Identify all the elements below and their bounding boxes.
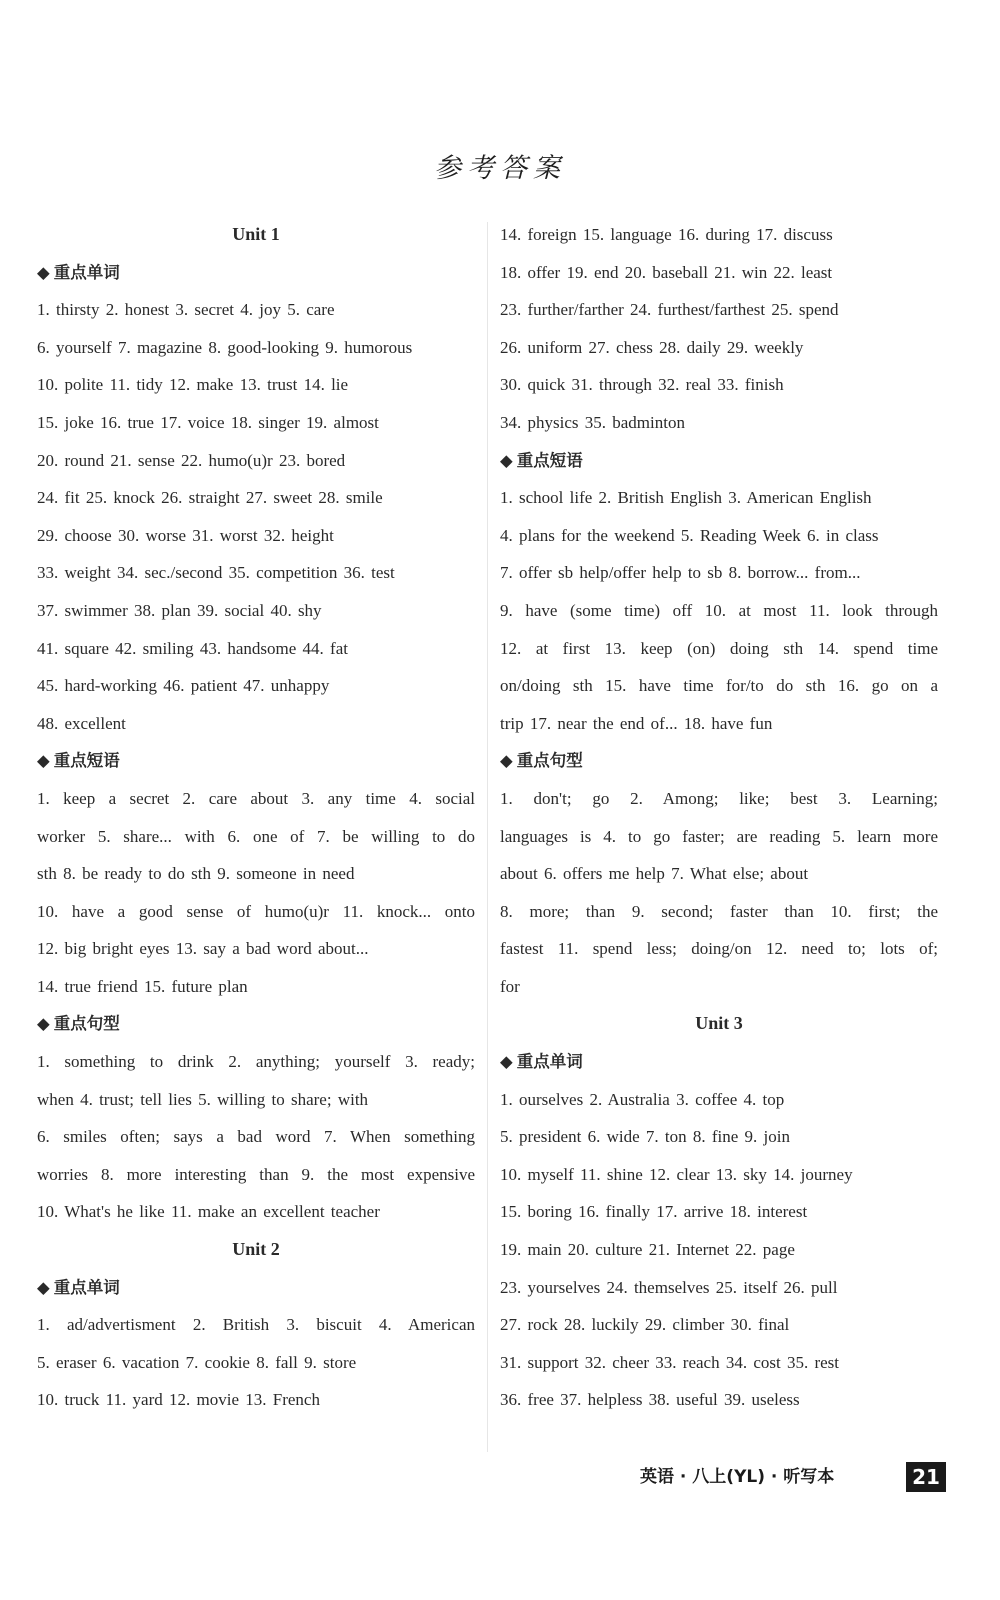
section-heading-label: 重点单词: [53, 1277, 120, 1297]
answer-line: fastest 11. spend less; doing/on 12. need to; lots of;: [500, 939, 938, 959]
section-heading: [500, 1043, 938, 1081]
answer-line: 23. yourselves 24. themselves 25. itself 26. pull: [500, 1277, 838, 1297]
diamond-bullet-icon: ◆: [37, 1277, 50, 1297]
unit-heading: Unit 2: [232, 1239, 280, 1260]
answer-line: 14. foreign 15. language 16. during 17. discuss: [500, 225, 833, 244]
answer-line: 1. something to drink 2. anything; yourself 3. ready;: [37, 1052, 475, 1072]
diamond-bullet-icon: ◆: [37, 1014, 50, 1034]
answer-line: about 6. offers me help 7. What else; about: [500, 864, 809, 884]
answer-line: 1. thirsty 2. honest 3. secret 4. joy 5. care: [37, 300, 335, 320]
answer-line: 34. physics 35. badminton: [500, 412, 685, 432]
answer-line: 12. big bright eyes 13. say a bad word about...: [37, 939, 369, 959]
column-divider: [487, 222, 488, 1452]
footer-label: 英语 · 八上(YL) · 听写本: [640, 1467, 835, 1487]
diamond-bullet-icon: ◆: [37, 262, 50, 282]
answer-line: 18. offer 19. end 20. baseball 21. win 22. least: [500, 262, 833, 282]
diamond-bullet-icon: ◆: [37, 751, 50, 771]
answer-line: 29. choose 30. worse 31. worst 32. height: [37, 525, 334, 545]
answer-line: 10. truck 11. yard 12. movie 13. French: [37, 1390, 320, 1410]
answer-line: 6. smiles often; says a bad word 7. When something: [37, 1127, 475, 1147]
answer-line: 9. have (some time) off 10. at most 11. look through: [500, 600, 938, 620]
section-heading-label: 重点单词: [516, 1052, 583, 1072]
unit-heading: Unit 1: [232, 224, 280, 244]
answer-line: 41. square 42. smiling 43. handsome 44. fat: [37, 638, 348, 658]
page-number: 21: [906, 1462, 946, 1492]
answer-line: 36. free 37. helpless 38. useful 39. useless: [500, 1390, 800, 1410]
answer-line: when 4. trust; tell lies 5. willing to share; with: [37, 1089, 369, 1109]
answer-line: 1. ad/advertisment 2. British 3. biscuit 4. American: [37, 1315, 475, 1335]
answer-line: 33. weight 34. sec./second 35. competition 36. test: [37, 563, 395, 583]
answer-line: 10. polite 11. tidy 12. make 13. trust 14. lie: [37, 375, 349, 395]
answer-line: 48. excellent: [37, 713, 126, 733]
answer-line: 1. keep a secret 2. care about 3. any time 4. social: [37, 788, 475, 808]
answer-line: 6. yourself 7. magazine 8. good-looking 9. humorous: [37, 337, 413, 357]
answer-line: 10. have a good sense of humo(u)r 11. knock... onto: [37, 901, 475, 921]
answer-line: 19. main 20. culture 21. Internet 22. page: [500, 1240, 795, 1260]
section-heading: [37, 1005, 475, 1043]
answer-line: 27. rock 28. luckily 29. climber 30. final: [500, 1315, 790, 1335]
answer-line: 26. uniform 27. chess 28. daily 29. weekly: [500, 337, 804, 357]
answer-line: 10. myself 11. shine 12. clear 13. sky 14. journey: [500, 1164, 853, 1184]
section-heading-label: 重点短语: [516, 450, 583, 470]
answer-line: 14. true friend 15. future plan: [37, 976, 248, 996]
right-column: [500, 216, 938, 1419]
answer-line: 15. boring 16. finally 17. arrive 18. interest: [500, 1202, 808, 1222]
answer-line: worries 8. more interesting than 9. the most expensive: [37, 1164, 475, 1184]
answer-line: 8. more; than 9. second; faster than 10. first; the: [500, 901, 938, 921]
answer-line: 45. hard-working 46. patient 47. unhappy: [37, 676, 330, 696]
diamond-bullet-icon: ◆: [500, 1052, 513, 1072]
answer-line: 1. school life 2. British English 3. American English: [500, 488, 872, 508]
answer-line: 31. support 32. cheer 33. reach 34. cost 35. rest: [500, 1352, 840, 1372]
answer-line: for: [500, 976, 520, 996]
section-heading: [37, 1269, 475, 1307]
answer-line: 5. eraser 6. vacation 7. cookie 8. fall 9. store: [37, 1352, 357, 1372]
diamond-bullet-icon: ◆: [500, 751, 513, 771]
section-heading: [37, 254, 475, 292]
answer-line: 30. quick 31. through 32. real 33. finish: [500, 375, 784, 395]
answer-line: 23. further/farther 24. furthest/farthest 25. spend: [500, 300, 839, 320]
section-heading: [37, 742, 475, 780]
section-heading: [500, 742, 938, 780]
answer-line: worker 5. share... with 6. one of 7. be willing to do: [37, 826, 475, 846]
section-heading-label: 重点句型: [53, 1014, 120, 1034]
answer-line: languages is 4. to go faster; are reading 5. learn more: [500, 826, 938, 846]
unit-heading: Unit 3: [695, 1013, 743, 1034]
answer-line: trip 17. near the end of... 18. have fun: [500, 713, 773, 733]
answer-line: 37. swimmer 38. plan 39. social 40. shy: [37, 600, 322, 620]
answer-line: 15. joke 16. true 17. voice 18. singer 19. almost: [37, 412, 379, 432]
answer-line: 5. president 6. wide 7. ton 8. fine 9. join: [500, 1127, 790, 1147]
section-heading-label: 重点短语: [53, 751, 120, 771]
diamond-bullet-icon: ◆: [500, 450, 513, 470]
answer-line: 1. don't; go 2. Among; like; best 3. Learning;: [500, 788, 938, 808]
answer-line: 24. fit 25. knock 26. straight 27. sweet 28. smile: [37, 488, 383, 508]
answer-line: 1. ourselves 2. Australia 3. coffee 4. top: [500, 1089, 785, 1109]
section-heading: [500, 442, 938, 480]
answer-line: 20. round 21. sense 22. humo(u)r 23. bored: [37, 450, 346, 470]
page-title: 参考答案: [434, 153, 566, 184]
answer-line: 7. offer sb help/offer help to sb 8. borrow... from...: [500, 563, 861, 583]
answer-line: 12. at first 13. keep (on) doing sth 14. spend time: [500, 638, 938, 658]
section-heading-label: 重点句型: [516, 751, 583, 771]
answer-line: on/doing sth 15. have time for/to do sth 16. go on a: [500, 676, 938, 696]
answer-line: sth 8. be ready to do sth 9. someone in need: [37, 864, 355, 884]
section-heading-label: 重点单词: [53, 262, 120, 282]
left-column: [37, 216, 475, 1419]
answer-line: 4. plans for the weekend 5. Reading Week 6. in class: [500, 525, 879, 545]
answer-line: 10. What's he like 11. make an excellent teacher: [37, 1202, 380, 1222]
